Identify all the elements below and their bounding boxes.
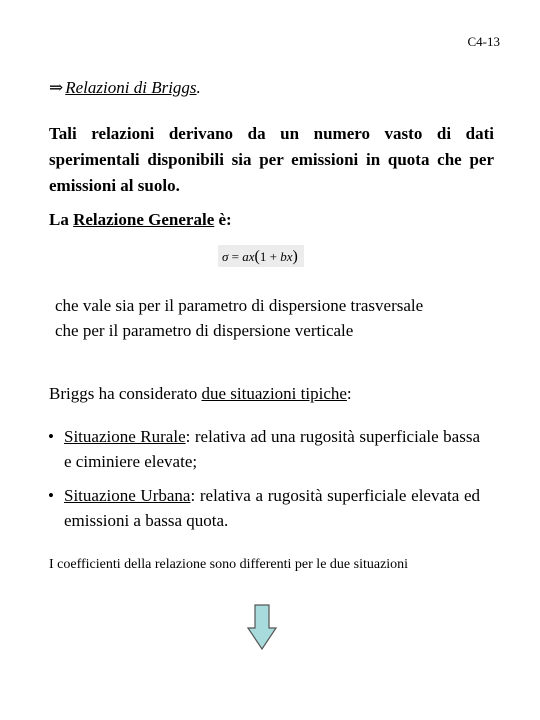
- general-relation-line: [49, 210, 232, 230]
- bullet-icon: •: [48, 427, 54, 446]
- page-number: C4-13: [467, 34, 500, 49]
- formula-ax: ax: [242, 249, 255, 264]
- general-highlight: Relazione Generale: [73, 210, 215, 229]
- situation-text: : relativa ad una rugosità superficiale bassa e ciminiere elevate;: [64, 427, 480, 471]
- situations-list: [48, 424, 480, 533]
- formula-close-paren: ): [292, 248, 298, 265]
- general-suffix: è:: [214, 210, 232, 229]
- intro-paragraph: Tali relazioni derivano da un numero vasto di dati sperimentali disponibili sia per emissioni in quota che per emissioni al suolo.: [49, 124, 494, 195]
- formula-equals: =: [228, 249, 243, 264]
- general-prefix: La: [49, 210, 74, 229]
- situation-title: Situazione Urbana: [64, 486, 191, 505]
- coefficients-paragraph: I coefficienti della relazione sono differenti per le due situazioni: [49, 557, 409, 572]
- bullet-icon: •: [48, 486, 54, 505]
- formula-open-paren: (: [254, 248, 260, 265]
- briggs-highlight: due situazioni tipiche: [201, 384, 347, 403]
- formula: [222, 248, 298, 266]
- briggs-suffix: :: [346, 384, 352, 403]
- list-item-rural: [48, 424, 480, 474]
- heading-suffix: .: [196, 78, 201, 97]
- implies-arrow-icon: ⇒: [49, 78, 64, 97]
- situation-text: : relativa a rugosità superficiale elevata ed emissioni a bassa quota.: [64, 486, 480, 530]
- description-paragraph: [55, 293, 505, 343]
- description-line-1: che vale sia per il parametro di dispersione trasversale: [55, 296, 424, 315]
- formula-one-plus: 1 +: [259, 249, 281, 264]
- section-heading: [49, 78, 201, 98]
- formula-bx: bx: [280, 249, 293, 264]
- briggs-prefix: Briggs ha considerato: [49, 384, 202, 403]
- description-line-2: che per il parametro di dispersione verticale: [55, 321, 354, 340]
- situation-title: Situazione Rurale: [64, 427, 186, 446]
- briggs-line: [49, 384, 352, 404]
- down-arrow-icon: [247, 604, 277, 650]
- formula-sigma: σ: [222, 249, 229, 264]
- list-item-urban: [48, 483, 480, 533]
- heading-title: Relazioni di Briggs: [65, 78, 197, 97]
